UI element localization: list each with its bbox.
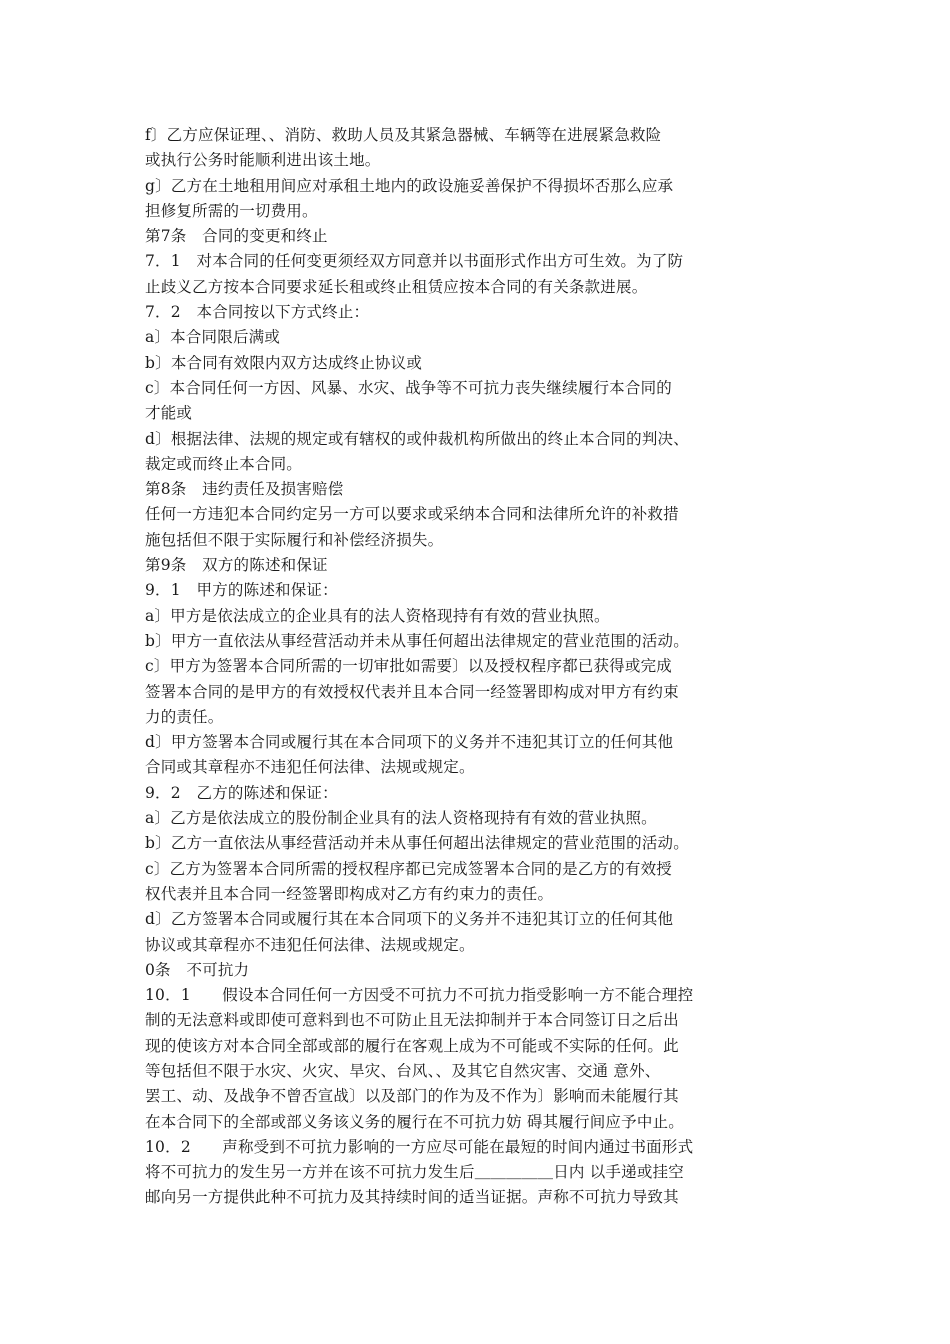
text-line: d〕乙方签署本合同或履行其在本合同项下的义务并不违犯其订立的任何其他 — [145, 910, 674, 929]
text-line: 制的无法意料或即使可意料到也不可防止且无法抑制并于本合同签订日之后出 — [145, 1011, 679, 1030]
text-line: 10．1 假设本合同任何一方因受不可抗力不可抗力指受影响一方不能合理控 — [145, 986, 694, 1005]
text-line: b〕甲方一直依法从事经营活动并未从事任何超出法律规定的营业范围的活动。 — [145, 631, 689, 650]
text-line: 才能或 — [145, 404, 193, 423]
text-line: 7．1 对本合同的任何变更须经双方同意并以书面形式作出方可生效。为了防 — [145, 252, 684, 271]
text-line: 10．2 声称受到不可抗力影响的一方应尽可能在最短的时间内通过书面形式 — [145, 1137, 694, 1156]
text-line: d〕根据法律、法规的规定或有辖权的或仲裁机构所做出的终止本合同的判决、 — [145, 429, 689, 448]
text-line: 签署本合同的是甲方的有效授权代表并且本合同一经签署即构成对甲方有约束 — [145, 682, 679, 701]
text-line: 止歧义乙方按本合同要求延长租或终止租赁应按本合同的有关条款进展。 — [145, 277, 648, 296]
text-line: c〕乙方为签署本合同所需的授权程序都已完成签署本合同的是乙方的有效授 — [145, 859, 672, 878]
text-line: b〕乙方一直依法从事经营活动并未从事任何超出法律规定的营业范围的活动。 — [145, 834, 689, 853]
text-line: 在本合同下的全部或部义务该义务的履行在不可抗力妨 碍其履行间应予中止。 — [145, 1112, 684, 1131]
text-line: b〕本合同有效限内双方达成终止协议或 — [145, 353, 423, 372]
text-line: 邮向另一方提供此种不可抗力及其持续时间的适当证据。声称不可抗力导致其 — [145, 1188, 679, 1207]
text-line: a〕甲方是依法成立的企业具有的法人资格现持有有效的营业执照。 — [145, 606, 610, 625]
text-line: 合同或其章程亦不违犯任何法律、法规或规定。 — [145, 758, 475, 777]
text-line: 罢工、动、及战争不曾否宣战〕以及部门的作为及不作为〕影响而未能履行其 — [145, 1087, 679, 1106]
text-line: 将不可抗力的发生另一方并在该不可抗力发生后＿＿＿＿＿日内 以手递或挂空 — [145, 1163, 684, 1182]
text-line: a〕本合同限后满或 — [145, 328, 281, 347]
text-line: d〕甲方签署本合同或履行其在本合同项下的义务并不违犯其订立的任何其他 — [145, 733, 674, 752]
text-line: 施包括但不限于实际履行和补偿经济损失。 — [145, 530, 444, 549]
text-line: 或执行公务时能顺利进出该土地。 — [145, 151, 381, 170]
text-line: 裁定或而终止本合同。 — [145, 454, 303, 473]
text-line: 9．2 乙方的陈述和保证： — [145, 783, 338, 802]
text-line: 第7条 合同的变更和终止 — [145, 227, 328, 246]
text-line: 第8条 违约责任及损害赔偿 — [145, 480, 344, 499]
text-line: 力的责任。 — [145, 707, 224, 726]
text-line: g〕乙方在土地租用间应对承租土地内的政设施妥善保护不得损坏否那么应承 — [145, 176, 674, 195]
text-line: 9．1 甲方的陈述和保证： — [145, 581, 338, 600]
text-line: 协议或其章程亦不违犯任何法律、法规或规定。 — [145, 935, 475, 954]
text-line: 0条 不可抗力 — [145, 960, 250, 979]
text-line: a〕乙方是依法成立的股份制企业具有的法人资格现持有有效的营业执照。 — [145, 809, 657, 828]
text-line: 7．2 本合同按以下方式终止： — [145, 303, 370, 322]
document-page — [145, 123, 805, 1211]
text-line: 权代表并且本合同一经签署即构成对乙方有约束力的责任。 — [145, 884, 554, 903]
text-line: 第9条 双方的陈述和保证 — [145, 556, 328, 575]
text-line: c〕甲方为签署本合同所需的一切审批如需要〕以及授权程序都已获得或完成 — [145, 657, 672, 676]
text-line: f〕乙方应保证理、、消防、救助人员及其紧急器械、车辆等在进展紧急救险 — [145, 126, 662, 144]
text-line: 现的使该方对本合同全部或部的履行在客观上成为不可能或不实际的任何。此 — [145, 1036, 679, 1055]
text-line: c〕本合同任何一方因、风暴、水灾、战争等不可抗力丧失继续履行本合同的 — [145, 378, 672, 397]
text-line: 等包括但不限于水灾、火灾、旱灾、台风、、及其它自然灾害、交通 意外、 — [145, 1061, 661, 1080]
text-line: 担修复所需的一切费用。 — [145, 201, 318, 220]
text-line: 任何一方违犯本合同约定另一方可以要求或采纳本合同和法律所允许的补救措 — [145, 505, 679, 524]
